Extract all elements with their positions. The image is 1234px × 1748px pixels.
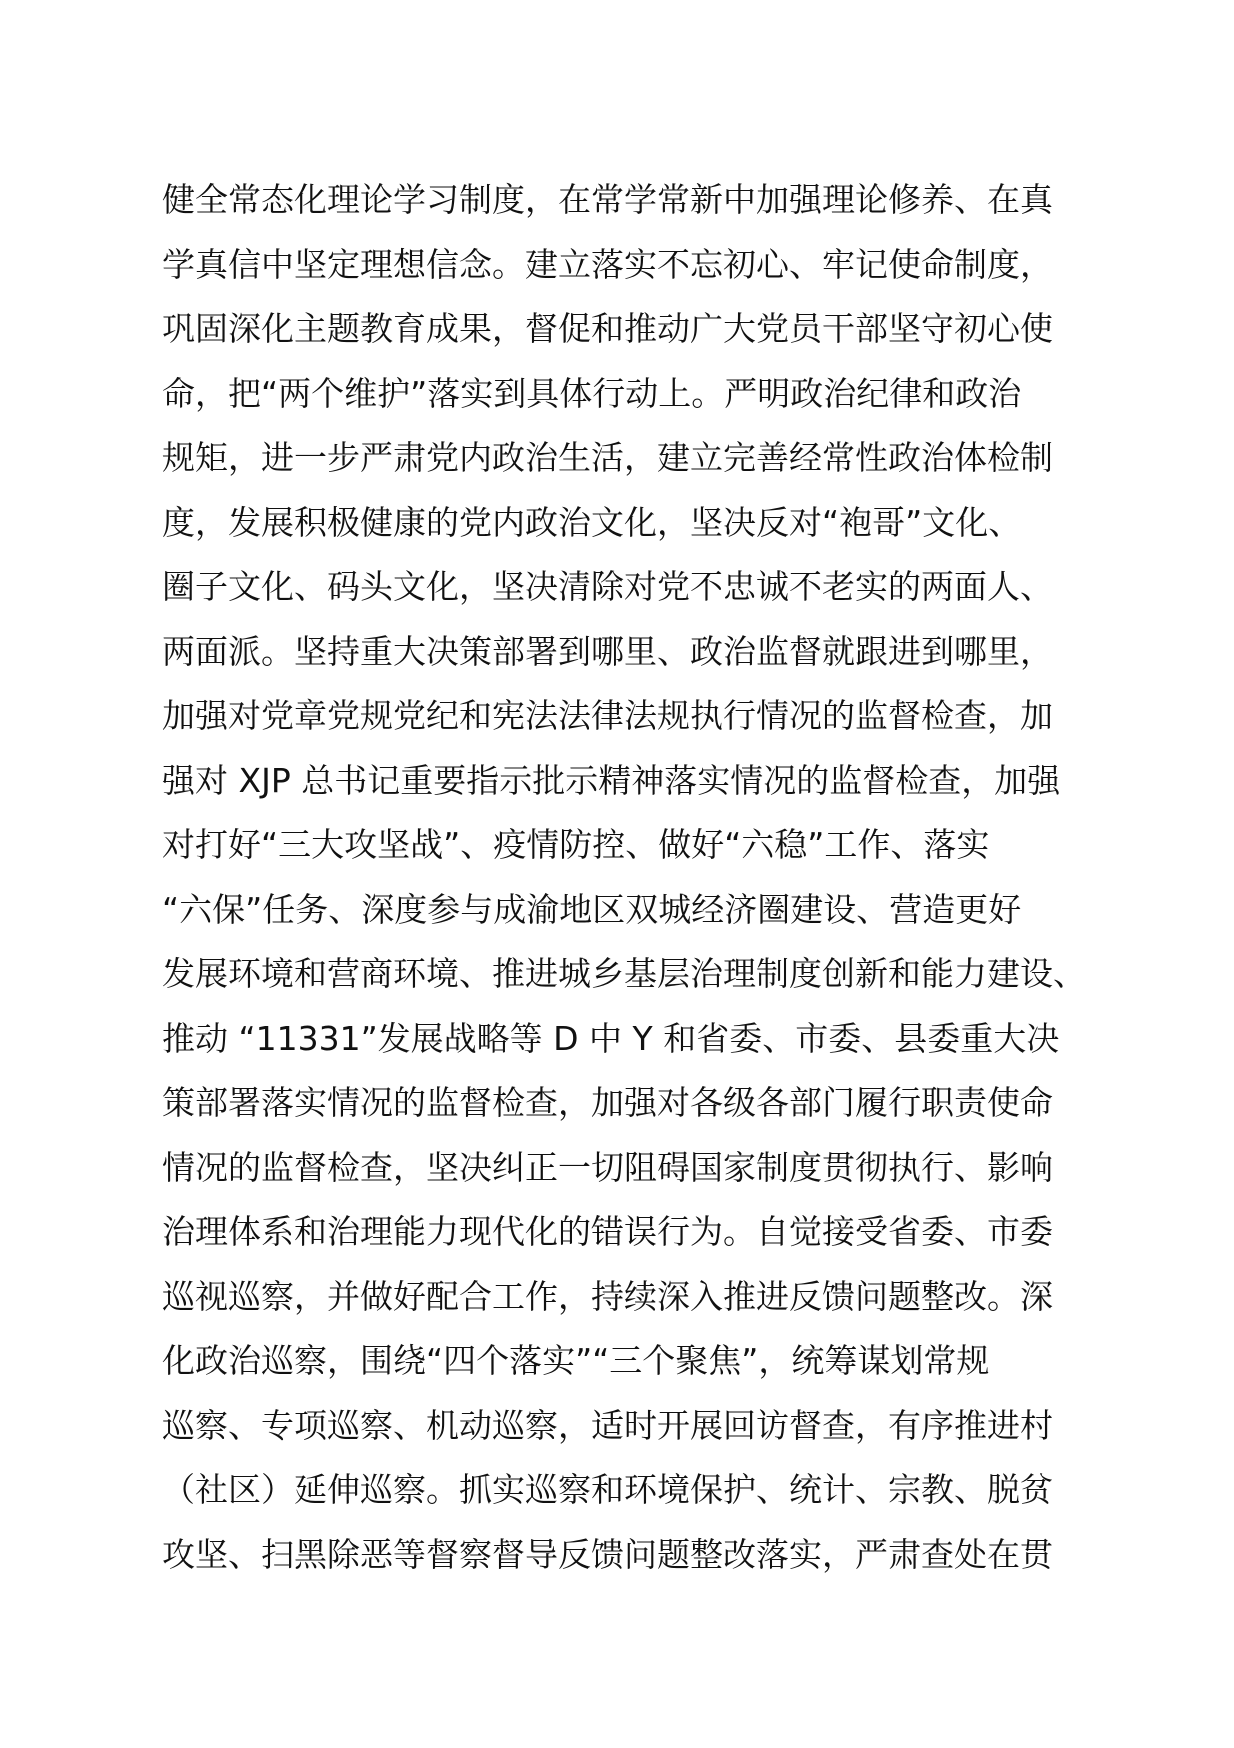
text-line: 发展环境和营商环境、推进城乡基层治理制度创新和能力建设、 [162, 954, 1086, 993]
text-line: 巩固深化主题教育成果，督促和推动广大党员干部坚守初心使 [162, 309, 1053, 348]
text-line: 学真信中坚定理想信念。建立落实不忘初心、牢记使命制度， [162, 244, 1053, 284]
text-line: 圈子文化、码头文化，坚决清除对党不忠诚不老实的两面人、 [162, 567, 1053, 606]
body-text [162, 168, 1102, 1587]
text-line: 健全常态化理论学习制度，在常学常新中加强理论修养、在真 [162, 180, 1053, 219]
text-line: 两面派。坚持重大决策部署到哪里、政治监督就跟进到哪里， [162, 631, 1053, 671]
text-line: 推动 “11331”发展战略等 D 中 Y 和省委、市委、县委重大决 [162, 1018, 1060, 1058]
text-line: 度，发展积极健康的党内政治文化，坚决反对“袍哥”文化、 [162, 502, 1022, 542]
text-line: 巡视巡察，并做好配合工作，持续深入推进反馈问题整改。深 [162, 1276, 1053, 1316]
text-line: 加强对党章党规党纪和宪法法律法规执行情况的监督检查，加 [162, 696, 1053, 735]
text-line: （社区）延伸巡察。抓实巡察和环境保护、统计、宗教、脱贫 [162, 1470, 1053, 1509]
text-line: 巡察、专项巡察、机动巡察，适时开展回访督查，有序推进村 [162, 1405, 1053, 1445]
text-line: 强对 XJP 总书记重要指示批示精神落实情况的监督检查，加强 [162, 760, 1061, 800]
text-line: 规矩，进一步严肃党内政治生活，建立完善经常性政治体检制 [162, 438, 1053, 477]
text-line: 对打好“三大攻坚战”、疫情防控、做好“六稳”工作、落实 [162, 825, 990, 864]
text-line: 策部署落实情况的监督检查，加强对各级各部门履行职责使命 [162, 1083, 1053, 1122]
text-line: 攻坚、扫黑除恶等督察督导反馈问题整改落实，严肃查处在贯 [162, 1534, 1053, 1574]
text-line: “六保”任务、深度参与成渝地区双城经济圈建设、营造更好 [162, 889, 1022, 929]
text-line: 治理体系和治理能力现代化的错误行为。自觉接受省委、市委 [162, 1212, 1053, 1251]
text-line: 命，把“两个维护”落实到具体行动上。严明政治纪律和政治 [162, 373, 1022, 413]
text-line: 化政治巡察，围绕“四个落实”“三个聚焦”，统筹谋划常规 [162, 1341, 990, 1380]
text-line: 情况的监督检查，坚决纠正一切阻碍国家制度贯彻执行、影响 [162, 1147, 1053, 1187]
